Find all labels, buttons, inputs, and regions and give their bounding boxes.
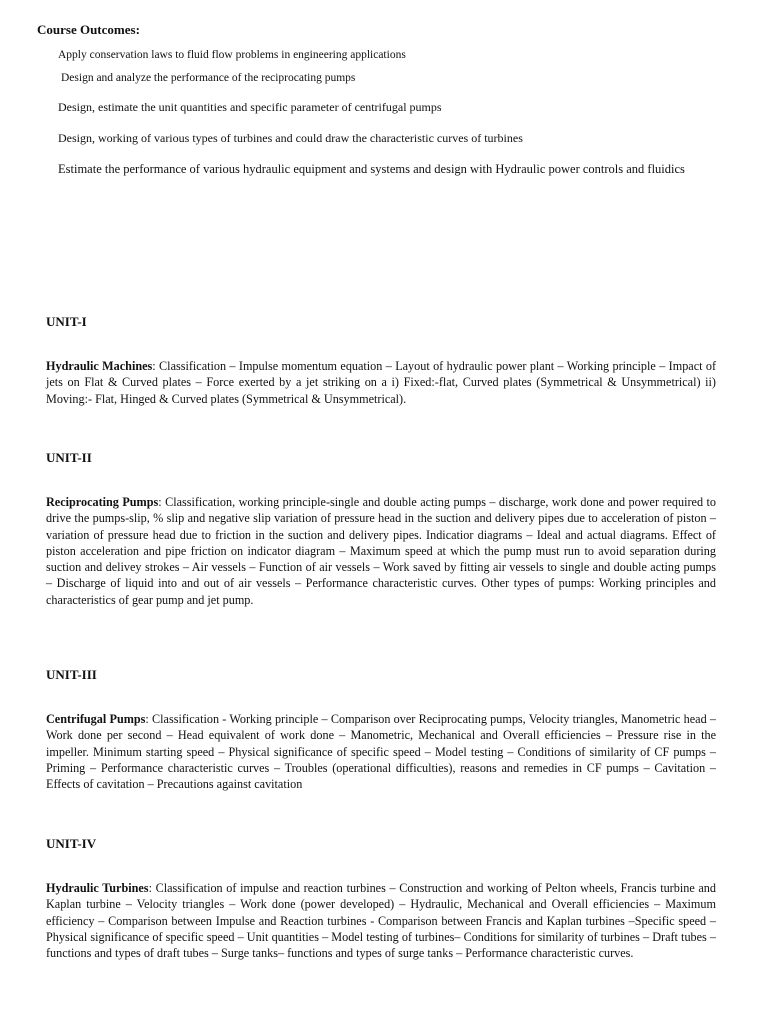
unit-3-heading: UNIT-III (46, 667, 97, 682)
course-outcomes-title: Course Outcomes: (37, 22, 140, 37)
unit-2-term: Reciprocating Pumps (46, 495, 159, 509)
unit-4-heading: UNIT-IV (46, 836, 97, 851)
unit-1-term: Hydraulic Machines (46, 359, 153, 373)
unit-3-term: Centrifugal Pumps (46, 712, 146, 726)
unit-4-body (46, 880, 716, 961)
course-outcome-2: Design and analyze the performance of the reciprocating pumps (61, 72, 356, 84)
course-outcome-1: Apply conservation laws to fluid flow problems in engineering applications (58, 49, 406, 61)
unit-3-text: : Classification - Working principle – Comparison over Reciprocating pumps, Velocity triangles, Manometric head – Work done per second – Head equivalent of work done – Manometric, Mechanical and Overall efficiencies – Pressure rise in the impeller. Minimum starting speed – Physical significance of specific speed – Model testing – Conditions of similarity of CF pumps – Priming – Performance characteristic curves – Troubles (operational difficulties), reasons and remedies in CF pumps – Cavitation – Effects of cavitation – Precautions against cavitation (46, 712, 717, 792)
unit-4-term: Hydraulic Turbines (46, 881, 149, 895)
unit-1-heading: UNIT-I (46, 314, 87, 329)
unit-2-text: : Classification, working principle-single and double acting pumps – discharge, work done and power required to drive the pumps-slip, % slip and negative slip variation of pressure head in the suction and delivery pipes due to acceleration of piston – variation of pressure head due to friction in the suction and delivery pipes. Indicatior diagrams – Ideal and actual diagrams. Effect of piston acceleration and pipe friction on indicator diagram – Maximum speed at which the pump must run to avoid separation during suction and delivey strokes – Air vessels – Function of air vessels – Work saved by fitting air vessels to single and double acting pumps – Discharge of liquid into and out of air vessels – Performance characteristic curves. Other types of pumps: Working principles and characteristics of gear pump and jet pump. (46, 495, 716, 607)
course-outcome-3: Design, estimate the unit quantities and specific parameter of centrifugal pumps (58, 100, 442, 114)
unit-3-body (46, 711, 716, 792)
unit-2-body (46, 494, 716, 608)
unit-1-text: : Classification – Impulse momentum equation – Layout of hydraulic power plant – Working principle – Impact of jets on Flat & Curved plates – Force exerted by a jet striking on a i) Fixed:-flat, Curved plates (Symmetrical & Unsymmetrical) ii) Moving:- Flat, Hinged & Curved plates (Symmetrical & Unsymmetrical). (46, 359, 717, 406)
course-outcome-4: Design, working of various types of turbines and could draw the characteristic curves of turbines (58, 131, 523, 145)
unit-4-text: : Classification of impulse and reaction turbines – Construction and working of Pelton wheels, Francis turbine and Kaplan turbine – Velocity triangles – Work done (power developed) – Hydraulic, Mechanical and Overall efficiencies – Maximum efficiency – Comparison between Impulse and Reaction turbines - Comparison between Francis and Kaplan turbines –Specific speed – Physical significance of specific speed – Unit quantities – Model testing of turbines– Conditions for similarity of turbines – Draft tubes – functions and types of draft tubes – Surge tanks– functions and types of surge tanks – Performance characteristic curves. (46, 881, 716, 961)
course-outcome-5: Estimate the performance of various hydraulic equipment and systems and design with Hydraulic power controls and fluidics (58, 162, 685, 176)
unit-2-heading: UNIT-II (46, 450, 92, 465)
unit-1-body (46, 358, 716, 407)
